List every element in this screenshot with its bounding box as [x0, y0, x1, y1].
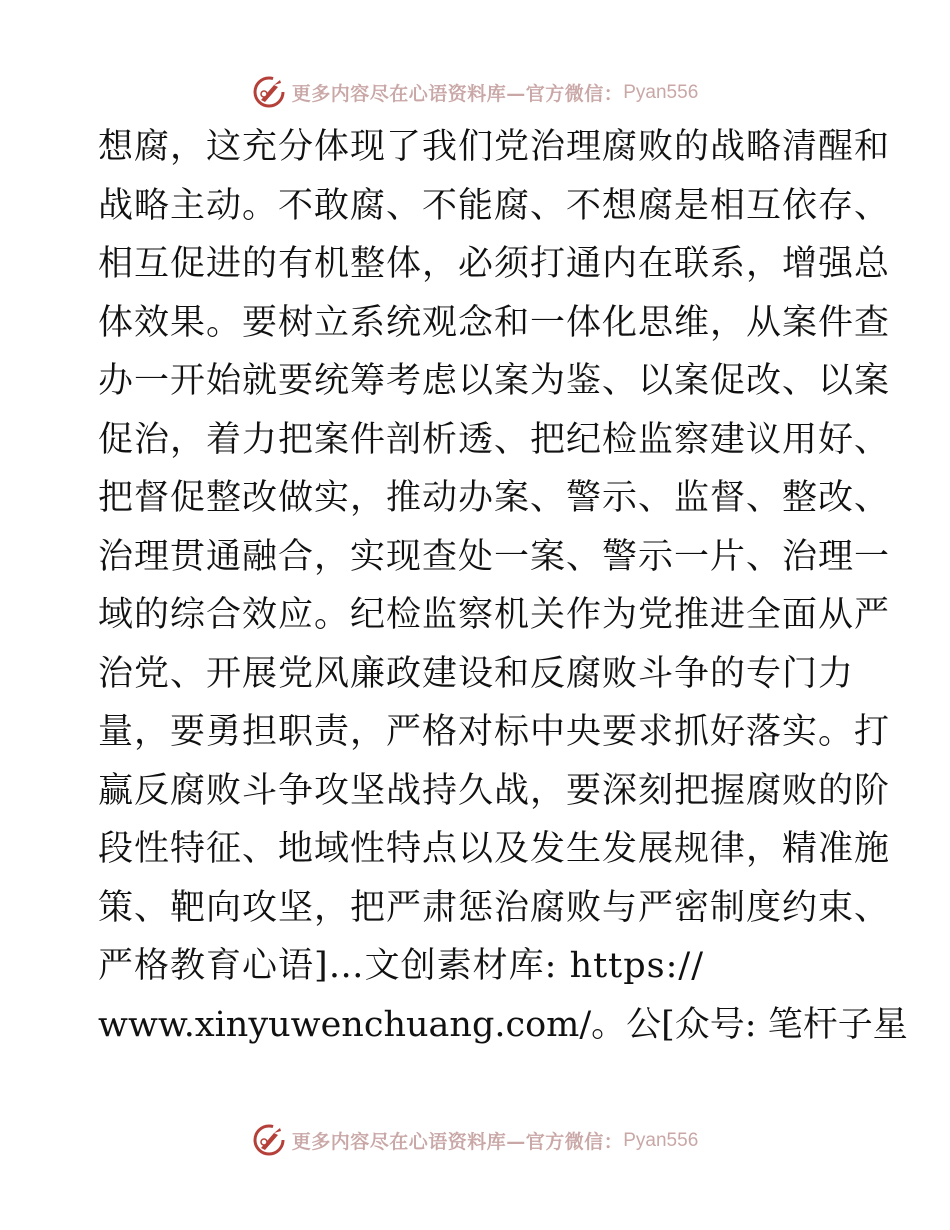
quill-pen-logo-icon	[252, 75, 286, 109]
footer-banner	[0, 1120, 950, 1160]
document-body	[98, 118, 908, 1054]
body-line: 治理贯通融合，实现查处一案、警示一片、治理一	[98, 536, 891, 577]
body-line: 体效果。要树立系统观念和一体化思维，从案件查	[98, 302, 891, 343]
body-line: 战略主动。不敢腐、不能腐、不想腐是相互依存、	[98, 185, 891, 226]
header-wechat-id: Pyan556	[623, 81, 699, 103]
body-line: 段性特征、地域性特点以及发生发展规律，精准施	[98, 829, 891, 869]
body-line: www.xinyuwenchuang.com/。公[众号: 笔杆子星	[98, 1004, 908, 1045]
body-line: 治党、开展党风廉政建设和反腐败斗争的专门力	[98, 653, 855, 694]
quill-pen-logo-icon	[252, 1123, 286, 1157]
header-banner	[0, 72, 950, 112]
body-line: 促治，着力把案件剖析透、把纪检监察建议用好、	[98, 419, 891, 460]
body-line: 想腐，这充分体现了我们党治理腐败的战略清醒和	[98, 127, 891, 167]
body-line: 办一开始就要统筹考虑以案为鉴、以案促改、以案	[98, 361, 891, 401]
body-line: 把督促整改做实，推动办案、警示、监督、整改、	[98, 478, 891, 518]
body-line: 策、靶向攻坚，把严肃惩治腐败与严密制度约束、	[98, 887, 891, 928]
footer-wechat-id: Pyan556	[623, 1129, 699, 1151]
body-line: 量，要勇担职责，严格对标中央要求抓好落实。打	[98, 712, 891, 752]
body-line: 相互促进的有机整体，必须打通内在联系，增强总	[98, 244, 891, 284]
body-line: 赢反腐败斗争攻坚战持久战，要深刻把握腐败的阶	[98, 770, 891, 811]
body-line: 严格教育心语]…文创素材库: https://	[98, 946, 704, 986]
header-banner-text: 更多内容尽在心语资料库—官方微信：	[291, 82, 624, 105]
footer-banner-text: 更多内容尽在心语资料库—官方微信：	[291, 1130, 624, 1153]
body-line: 域的综合效应。纪检监察机关作为党推进全面从严	[98, 595, 891, 635]
